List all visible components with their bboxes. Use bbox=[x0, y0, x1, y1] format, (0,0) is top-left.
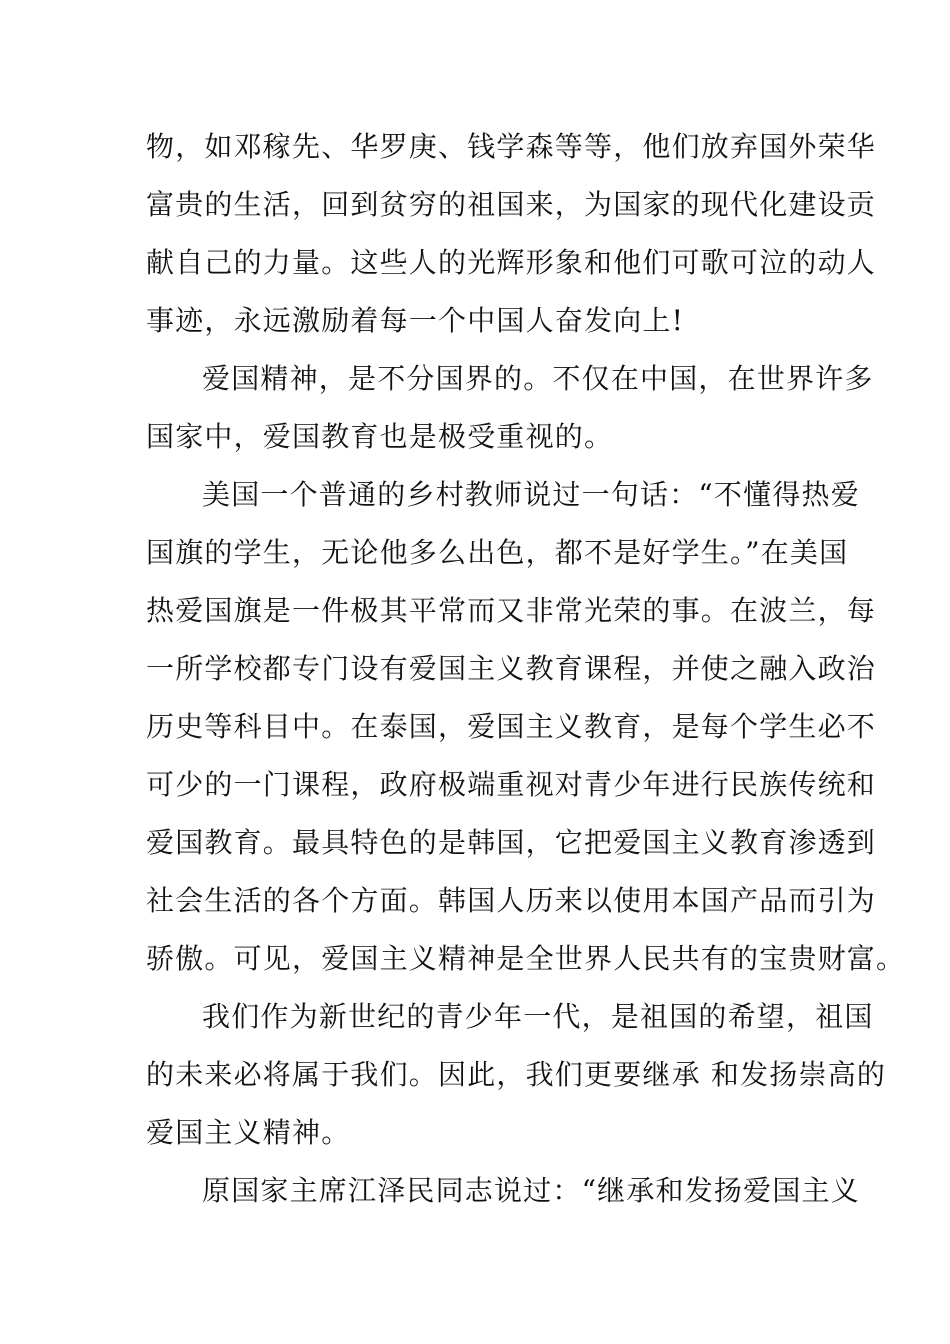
text-line: 国家中，爱国教育也是极受重视的。 bbox=[146, 420, 614, 453]
text-line: 爱国精神，是不分国界的。不仅在中国，在世界许多 bbox=[202, 362, 874, 395]
text-line: 爱国主义精神。 bbox=[146, 1116, 351, 1149]
text-line: 国旗的学生，无论他多么出色，都不是好学生。”在美国 bbox=[146, 536, 849, 569]
text-line: 热爱国旗是一件极其平常而又非常光荣的事。在波兰，每 bbox=[146, 594, 877, 627]
text-line: 献自己的力量。这些人的光辉形象和他们可歌可泣的动人 bbox=[146, 246, 877, 279]
text-line: 社会生活的各个方面。韩国人历来以使用本国产品而引为 bbox=[146, 884, 877, 917]
text-line: 爱国教育。最具特色的是韩国，它把爱国主义教育渗透到 bbox=[146, 826, 877, 859]
text-line: 一所学校都专门设有爱国主义教育课程，并使之融入政治 bbox=[146, 652, 877, 685]
text-line: 事迹，永远激励着每一个中国人奋发向上! bbox=[146, 304, 685, 337]
text-line: 美国一个普通的乡村教师说过一句话：“不懂得热爱 bbox=[202, 478, 860, 511]
document-body bbox=[146, 118, 906, 1220]
text-line: 历史等科目中。在泰国，爱国主义教育，是每个学生必不 bbox=[146, 710, 877, 743]
text-line: 骄傲。可见，爱国主义精神是全世界人民共有的宝贵财富。 bbox=[146, 942, 906, 975]
text-line: 我们作为新世纪的青少年一代，是祖国的希望，祖国 bbox=[202, 1000, 874, 1033]
text-line: 原国家主席江泽民同志说过：“继承和发扬爱国主义 bbox=[202, 1174, 860, 1207]
text-line: 可少的一门课程，政府极端重视对青少年进行民族传统和 bbox=[146, 768, 877, 801]
text-line: 富贵的生活，回到贫穷的祖国来，为国家的现代化建设贡 bbox=[146, 188, 877, 221]
text-line: 的未来必将属于我们。因此，我们更要继承 和发扬崇高的 bbox=[146, 1058, 887, 1091]
text-line: 物，如邓稼先、华罗庚、钱学森等等，他们放弃国外荣华 bbox=[146, 130, 877, 163]
